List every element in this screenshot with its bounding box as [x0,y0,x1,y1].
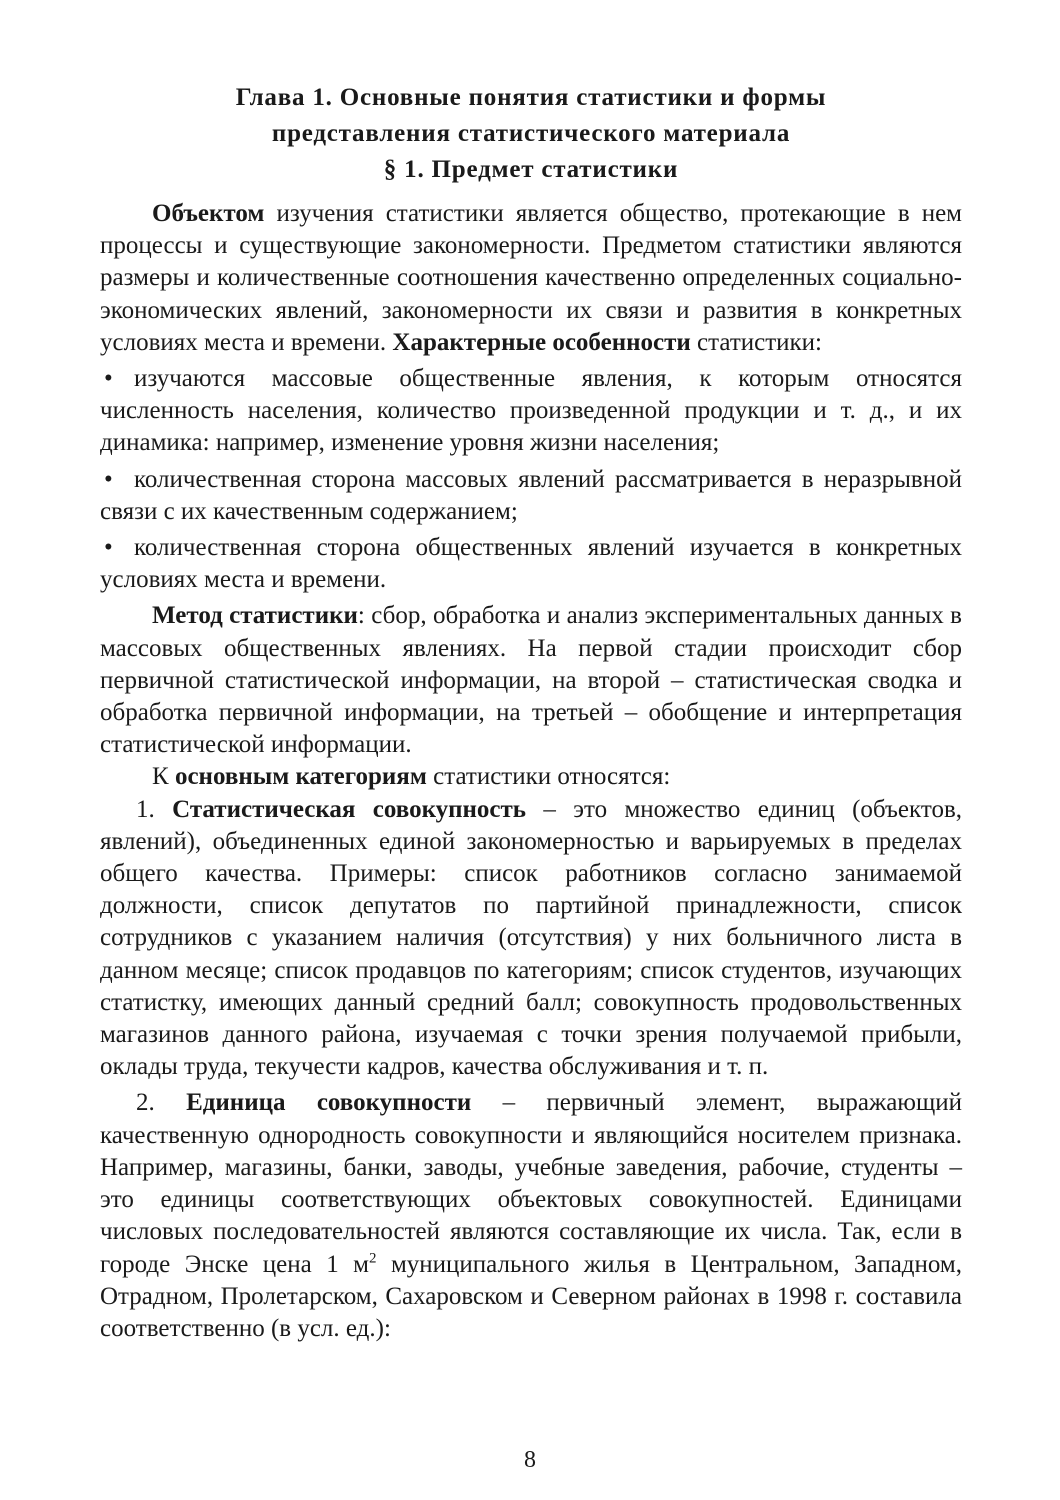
paragraph-method-text: : сбор, обработка и анализ экспериментальных данных в массовых общественных явлениях. На первой стадии происходит сбор первичной статистической информации, на второй – статистическая сводка и обработка первичной информации, на третьей – обобщение и интерпретация статистической информации. [100,602,962,759]
item-text-2: – первичный элемент, выражающий качественную однородность совокупности и являющийся носителем признака. Например, магазины, банки, заводы, учебные заведения, рабочие, студенты – это единицы соответствующих объектовых совокупностей. Единицами числовых последовательностей являются составляющие их числа. Так, если в городе Энске цена 1 м [100,1089,962,1278]
bullet-text-3: количественная сторона общественных явлений изучается в конкретных условиях места и времени. [100,534,962,594]
term-unit: Единица совокупности [186,1089,472,1117]
term-categories: основным категориям [174,763,427,791]
chapter-title-line-2: представления статистического материала [271,120,791,147]
item-number-2: 2. [136,1089,187,1117]
section-title: § 1. Предмет статистики [383,156,679,183]
body-text [100,198,962,1345]
term-method: Метод статистики [152,602,358,630]
chapter-title-line-1: Глава 1. Основные понятия статистики и формы [235,84,827,111]
term-population: Статистическая совокупность [172,795,527,823]
bullet-item-1 [100,363,962,460]
item-number-1: 1. [136,795,173,823]
paragraph-object [100,198,962,359]
paragraph-method [100,600,962,761]
numbered-item-1 [100,794,962,1084]
bullet-item-2 [100,464,962,528]
term-object: Объектом [152,200,265,227]
item-text-1: – это множество единиц (объектов, явлений), объединенных единой закономерностью и варьируемых в пределах общего качества. Примеры: список работников согласно занимаемой должности, список депутатов по партийной принадлежности, список сотрудников с указанием наличия (отсутствия) у них больничного листа в данном месяце; список продавцов по категориям; список студентов, изучающих статистку, имеющих данный средний балл; совокупность продовольственных магазинов данного района, изучаемая с точки зрения получаемой прибыли, оклады труда, текучести кадров, качества обслуживания и т. п. [100,795,962,1081]
paragraph-object-text-2: статистики: [690,328,822,356]
chapter-heading [100,80,962,188]
term-features: Характерные особенности [392,328,691,356]
numbered-item-2 [100,1087,962,1345]
bullet-text-2: количественная сторона массовых явлений рассматривается в неразрывной связи с их качественным содержанием; [100,465,962,525]
paragraph-object-text: изучения статистики является общество, протекающие в нем процессы и существующие закономерности. Предметом статистики являются размеры и количественные соотношения качественно определенных социально-экономических явлений, закономерности их связи и развития в конкретных условиях места и времени. [100,200,962,356]
bullet-icon: • [104,534,113,562]
bullet-icon: • [104,365,113,393]
paragraph-categories [100,761,962,793]
page-number: 8 [524,1447,536,1473]
bullet-item-3 [100,532,962,596]
bullet-text-1: изучаются массовые общественные явления, к которым относятся численность населения, количество произведенной продукции и т. д., и их динамика: например, изменение уровня жизни населения; [100,365,962,457]
paragraph-categories-text: статистики относятся: [426,763,671,791]
item-text-2b: муниципального жилья в Центральном, Западном, Отрадном, Пролетарском, Сахаровском и Северном районах в 1998 г. составила соответственно (в усл. ед.): [100,1250,962,1342]
paragraph-categories-pre: К [152,763,175,791]
page-content [100,80,962,1345]
bullet-icon: • [104,465,113,493]
superscript-2: 2 [369,1250,377,1267]
